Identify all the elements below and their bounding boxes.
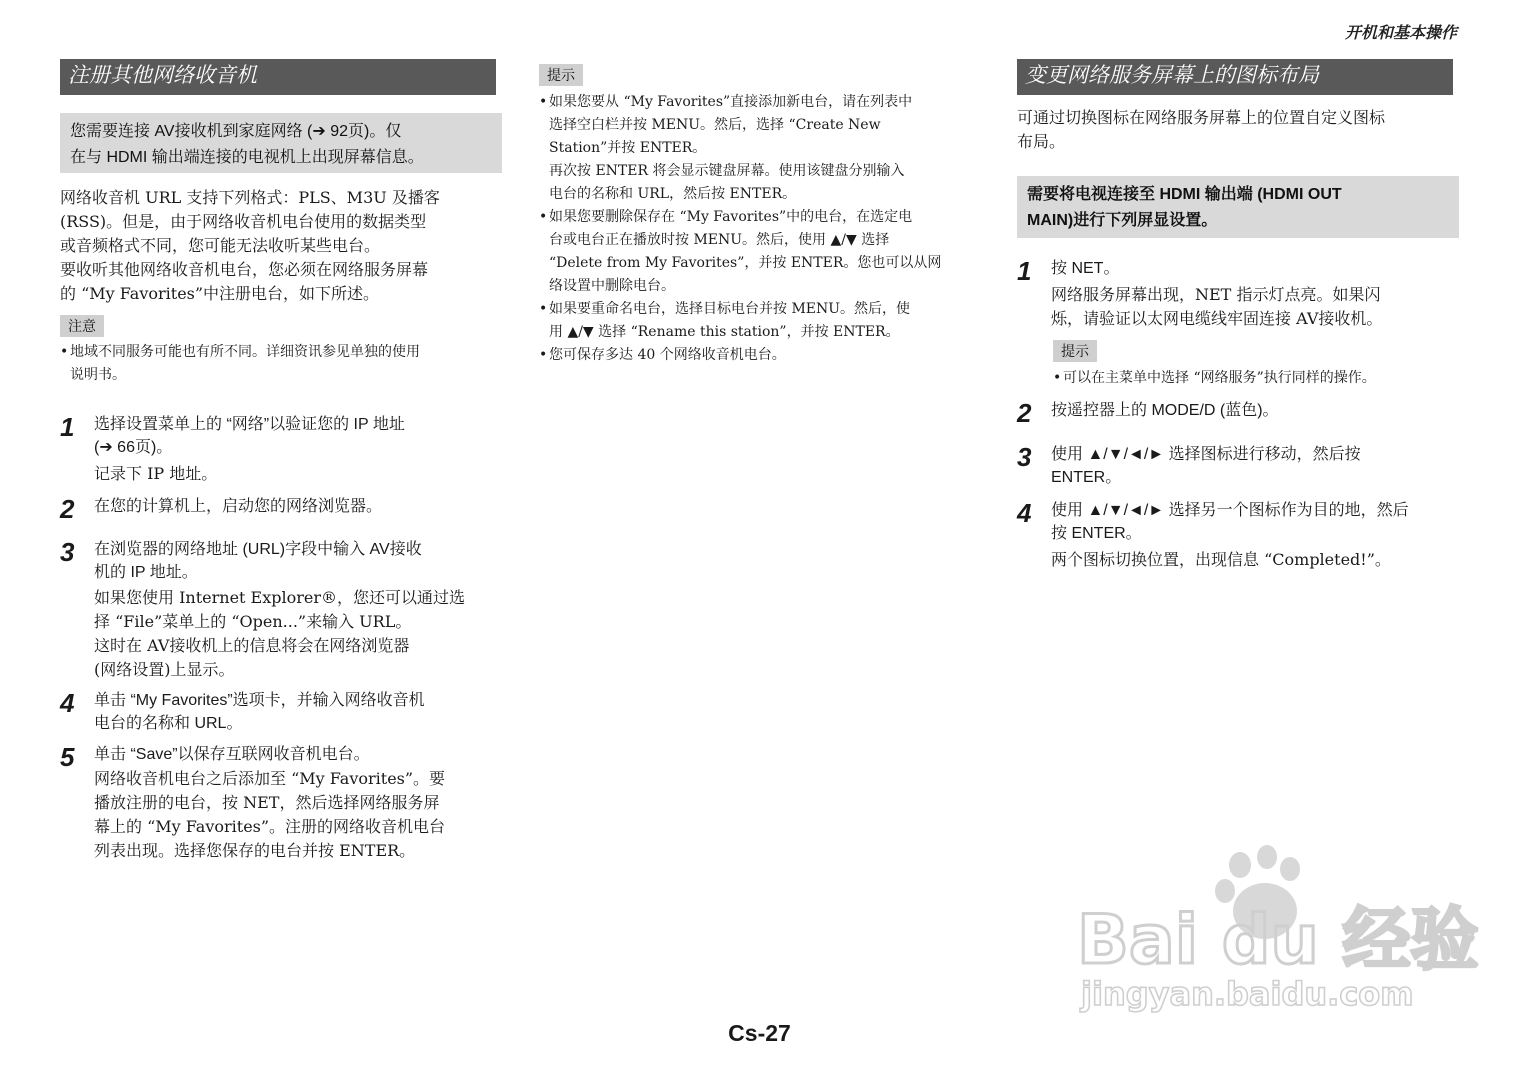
tip-label: 提示 xyxy=(539,64,583,86)
watermark-url: jingyan.baidu.com xyxy=(1081,975,1414,1013)
running-header: 开机和基本操作 xyxy=(1344,25,1457,42)
note-line: 地域不同服务可能也有所不同。详细资讯参见单独的使用 xyxy=(70,344,420,360)
tip-bullet: • 您可保存多达 40 个网络收音机电台。 xyxy=(539,347,786,363)
step-number: 5 xyxy=(60,742,75,772)
tip-bullet: • 可以在主菜单中选择 “网络服务”执行同样的操作。 xyxy=(1053,370,1376,386)
step-number: 3 xyxy=(1017,442,1032,472)
step-number: 2 xyxy=(1017,398,1032,428)
step-body: 如果您使用 Internet Explorer®，您还可以通过选 择 “File”菜单上的 “Open...”来输入 URL。 这时在 AV接收机上的信息将会在网络浏览器 (网络设置)上显示。 xyxy=(94,588,466,679)
intro-line: 要收听其他网络收音机电台，您必须在网络服务屏幕 xyxy=(60,260,429,279)
step-number: 4 xyxy=(1017,498,1032,528)
note-bullet xyxy=(60,341,500,387)
step-head: 在浏览器的网络地址 (URL)字段中输入 AV接收 机的 IP 地址。 xyxy=(94,541,422,581)
section-title-icon-layout: 变更网络服务屏幕上的图标布局 xyxy=(1017,59,1453,93)
step-number: 1 xyxy=(1017,256,1032,286)
tip-bullet: • 如果要重命名电台，选择目标电台并按 MENU。然后，使 用 ▲/▼ 选择 “Rename this station”，并按 ENTER。 xyxy=(539,301,911,340)
step-head: 在您的计算机上，启动您的网络浏览器。 xyxy=(94,498,383,515)
note-label: 注意 xyxy=(60,315,104,337)
step-number: 1 xyxy=(60,412,75,442)
watermark-brand: Bai du 经验 xyxy=(1077,901,1479,980)
step-head: 按 NET。 xyxy=(1051,260,1120,277)
tip-bullet: • 如果您要从 “My Favorites”直接添加新电台，请在列表中 选择空白栏并按 MENU。然后，选择 “Create New Station”并按 ENTER。 再次按 ENTER 将会显示键盘屏幕。使用该键盘分别输入 电台的名称和 URL，然后按 ENTER。 xyxy=(539,94,913,202)
notice-line: 您需要连接 AV接收机到家庭网络 (➔ 92页)。仅 xyxy=(70,123,402,140)
tip-label: 提示 xyxy=(1053,340,1097,362)
step-head: 单击 “My Favorites”选项卡，并输入网络收音机 电台的名称和 URL。 xyxy=(94,692,425,732)
step-head: 使用 ▲/▼/◄/► 选择图标进行移动，然后按 ENTER。 xyxy=(1051,446,1361,486)
step-head: 单击 “Save”以保存互联网收音机电台。 xyxy=(94,746,370,763)
intro-line: 的 “My Favorites”中注册电台，如下所述。 xyxy=(60,284,380,303)
section-rule xyxy=(1017,93,1453,95)
page-number: Cs-27 xyxy=(728,1020,791,1046)
step-head: 使用 ▲/▼/◄/► 选择另一个图标作为目的地，然后 按 ENTER。 xyxy=(1051,502,1409,542)
intro-paragraph xyxy=(60,186,510,306)
step-number: 4 xyxy=(60,688,75,718)
tip-bullet: • 如果您要删除保存在 “My Favorites”中的电台，在选定电 台或电台正在播放时按 MENU。然后，使用 ▲/▼ 选择 “Delete from My Favorites”，并按 ENTER。您也可以从网 络设置中删除电台。 xyxy=(539,209,942,294)
intro-line: (RSS)。但是，由于网络收音机电台使用的数据类型 xyxy=(60,212,427,231)
step-number: 2 xyxy=(60,494,75,524)
bullet-dot: • xyxy=(60,344,69,360)
step-head: 按遥控器上的 MODE/D (蓝色)。 xyxy=(1051,402,1279,419)
step-body: 网络服务屏幕出现，NET 指示灯点亮。如果闪 烁，请验证以太网电缆线牢固连接 AV接收机。 xyxy=(1051,285,1383,328)
notice-box: 需要将电视连接至 HDMI 输出端 (HDMI OUT MAIN)进行下列屏显设置。 xyxy=(1017,176,1459,238)
note-line: 说明书。 xyxy=(70,367,126,383)
section-title-register-radio: 注册其他网络收音机 xyxy=(60,59,496,93)
step-head: 选择设置菜单上的 “网络”以验证您的 IP 地址 (➔ 66页)。 xyxy=(94,416,405,456)
section-rule xyxy=(60,93,496,95)
step-body: 记录下 IP 地址。 xyxy=(94,464,218,483)
intro-line: 或音频格式不同，您可能无法收听某些电台。 xyxy=(60,236,381,255)
baidu-watermark-logo xyxy=(1075,845,1479,1015)
notice-box xyxy=(60,113,502,173)
step-number: 3 xyxy=(60,537,75,567)
intro-paragraph: 可通过切换图标在网络服务屏幕上的位置自定义图标 布局。 xyxy=(1017,108,1386,151)
intro-line: 网络收音机 URL 支持下列格式：PLS、M3U 及播客 xyxy=(60,188,440,207)
step-body: 两个图标切换位置，出现信息 “Completed!”。 xyxy=(1051,550,1391,569)
notice-line: 在与 HDMI 输出端连接的电视机上出现屏幕信息。 xyxy=(70,149,424,166)
step-body: 网络收音机电台之后添加至 “My Favorites”。要 播放注册的电台，按 NET，然后选择网络服务屏 幕上的 “My Favorites”。注册的网络收音机电台 列表出现。选择您保存的电台并按 ENTER。 xyxy=(94,769,446,860)
